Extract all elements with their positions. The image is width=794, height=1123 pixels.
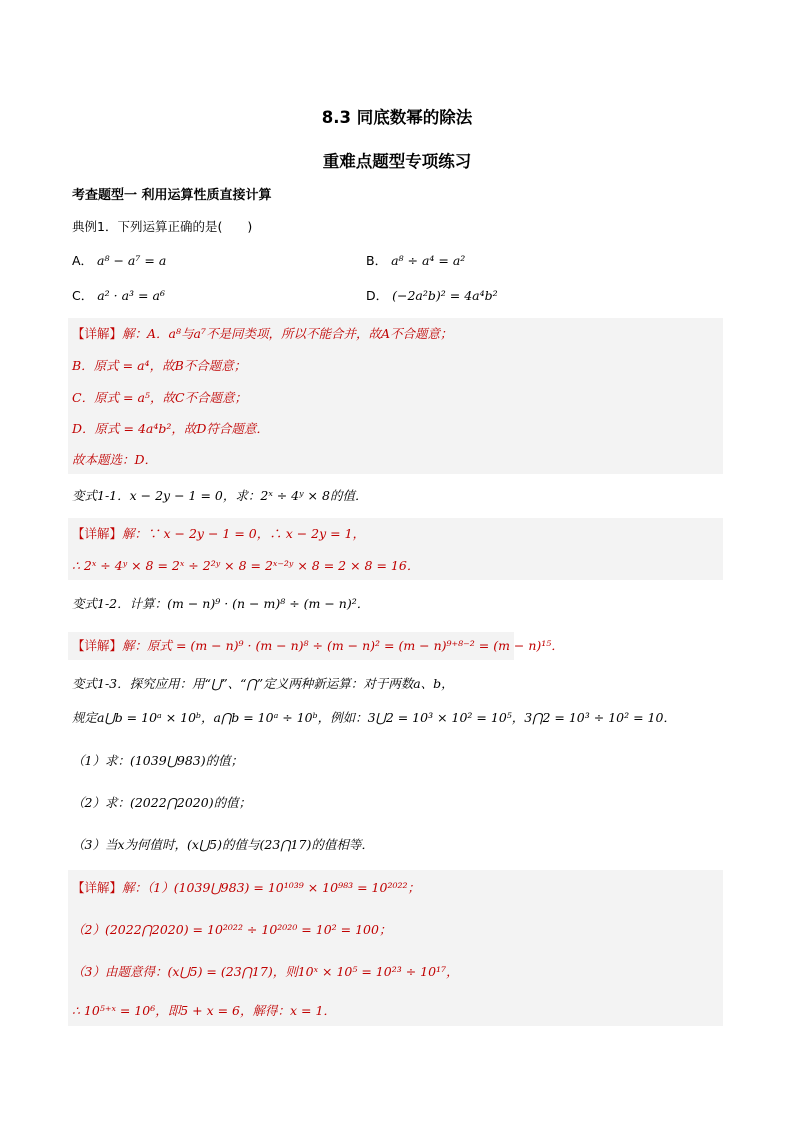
variant1-3-q1: （1）求：(1039⋃983)的值； [72,753,244,768]
solution-line: C．原式 = a⁵，故C不合题意； [72,390,248,405]
option-a-math: a⁸ − a⁷ = a [97,253,167,268]
variant1-3-q3: （3）当x为何值时，(x⋃5)的值与(23⋂17)的值相等． [72,837,374,852]
variant1-3-rule: 规定a⋃b = 10ᵃ × 10ᵇ，a⋂b = 10ᵃ ÷ 10ᵇ，例如：3⋃2 = 10³ × 10² = 10⁵，3⋂2 = 10³ ÷ 10² = 10． [72,710,676,725]
page-subtitle: 重难点题型专项练习 [322,152,472,171]
solution-line: 【详解】解：（1）(1039⋃983) = 10¹⁰³⁹ × 10⁹⁸³ = 10²⁰²²； [72,880,420,895]
option-b [366,251,465,271]
solution-line: B．原式 = a⁴，故B不合题意； [72,358,247,373]
solution-line: 【详解】解：∵ x − 2y − 1 = 0，∴ x − 2y = 1， [72,526,366,541]
option-b-math: a⁸ ÷ a⁴ = a² [391,253,466,268]
section-heading: 考查题型一 利用运算性质直接计算 [72,188,272,203]
option-c [72,286,165,306]
solution-line: （3）由题意得：(x⋃5) = (23⋂17)，则10ˣ × 10⁵ = 10²³ ÷ 10¹⁷， [72,964,459,979]
solution-line: D．原式 = 4a⁴b²，故D符合题意． [72,421,269,436]
page-title: 8.3 同底数幂的除法 [321,108,473,127]
solution-line: （2）(2022⋂2020) = 10²⁰²² ÷ 10²⁰²⁰ = 10² = 100； [72,922,392,937]
variant1-3-solution [68,870,723,1026]
variant1-2-question: 变式1-2．计算：(m − n)⁹ · (n − m)⁸ ÷ (m − n)²． [72,596,370,611]
variant1-1-solution [68,518,723,580]
example1-question: 典例1．下列运算正确的是( ) [72,219,253,234]
option-a-label: A． [72,253,94,268]
option-d [366,286,498,306]
variant1-1-question: 变式1-1．x − 2y − 1 = 0，求：2ˣ ÷ 4ʸ × 8的值． [72,488,368,503]
variant1-3-q2: （2）求：(2022⋂2020)的值； [72,795,252,810]
solution-line: 故本题选：D． [72,452,158,467]
variant1-2-solution [68,632,564,660]
option-d-label: D． [366,288,389,303]
option-a [72,251,166,271]
option-b-label: B． [366,253,388,268]
solution-line: ∴ 10⁵⁺ˣ = 10⁶，即5 + x = 6，解得：x = 1． [72,1003,336,1018]
solution-line: 【详解】解：A．a⁸与a⁷不是同类项，所以不能合并，故A不合题意； [72,326,453,341]
option-c-math: a² · a³ = a⁶ [97,288,165,303]
option-d-math: (−2a²b)² = 4a⁴b² [392,288,498,303]
variant1-3-intro: 变式1-3．探究应用：用“⋃”、“⋂”定义两种新运算：对于两数a、b， [72,676,454,691]
option-c-label: C． [72,288,94,303]
example1-solution [68,318,723,474]
solution-line: ∴ 2ˣ ÷ 4ʸ × 8 = 2ˣ ÷ 2²ʸ × 8 = 2ˣ⁻²ʸ × 8 = 2 × 8 = 16． [72,558,420,573]
solution-line: 【详解】解：原式 = (m − n)⁹ · (m − n)⁸ ÷ (m − n)² = (m − n)⁹⁺⁸⁻² = (m − n)¹⁵． [72,638,564,653]
